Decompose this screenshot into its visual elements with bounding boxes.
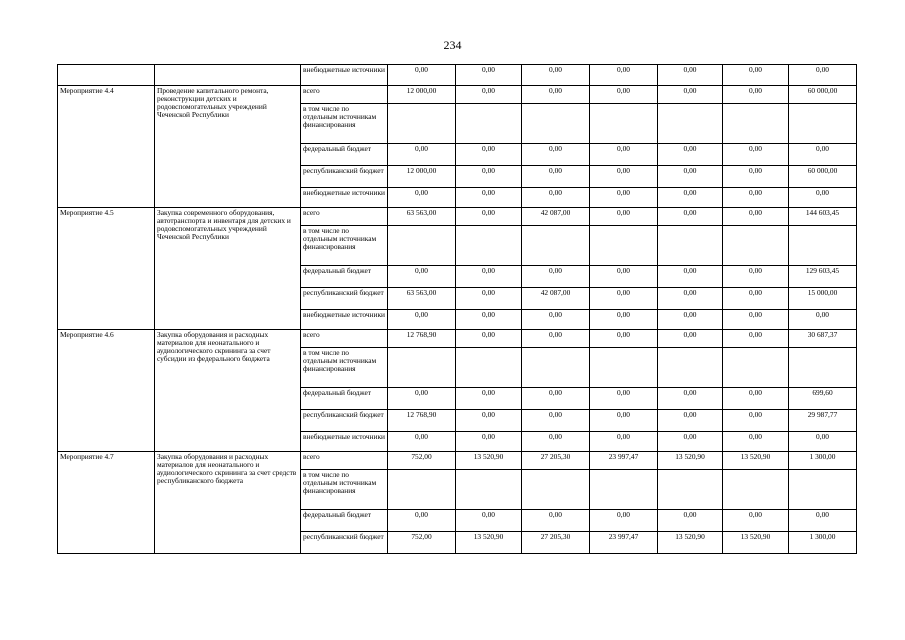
table-row (58, 452, 857, 470)
empty-cell (522, 104, 590, 144)
value-cell: 0,00 (658, 330, 723, 348)
value-cell: 0,00 (388, 266, 456, 288)
empty-cell (522, 226, 590, 266)
value-cell: 0,00 (658, 188, 723, 208)
value-cell: 0,00 (723, 432, 789, 452)
table-row (58, 86, 857, 104)
empty-cell (456, 226, 522, 266)
source-label: всего (301, 452, 388, 470)
source-label: в том числе по отдельным источникам финансирования (301, 226, 388, 266)
value-cell: 23 997,47 (590, 452, 658, 470)
value-cell: 0,00 (456, 310, 522, 330)
empty-cell (388, 104, 456, 144)
value-cell: 0,00 (789, 65, 857, 86)
value-cell: 0,00 (723, 266, 789, 288)
value-cell: 0,00 (456, 432, 522, 452)
value-cell: 0,00 (456, 288, 522, 310)
value-cell: 0,00 (590, 432, 658, 452)
source-label: всего (301, 86, 388, 104)
source-label: в том числе по отдельным источникам финансирования (301, 104, 388, 144)
value-cell: 13 520,90 (658, 532, 723, 554)
value-cell: 0,00 (388, 65, 456, 86)
empty-cell (658, 470, 723, 510)
source-label: федеральный бюджет (301, 266, 388, 288)
value-cell: 0,00 (658, 388, 723, 410)
value-cell: 0,00 (723, 65, 789, 86)
event-code: Мероприятие 4.5 (58, 208, 155, 330)
value-cell: 60 000,00 (789, 166, 857, 188)
value-cell: 0,00 (456, 410, 522, 432)
empty-cell (723, 470, 789, 510)
value-cell: 0,00 (658, 86, 723, 104)
value-cell: 0,00 (789, 510, 857, 532)
page-number: 234 (443, 38, 462, 52)
empty-cell (658, 226, 723, 266)
table-row (58, 208, 857, 226)
value-cell: 30 687,37 (789, 330, 857, 348)
value-cell: 0,00 (789, 310, 857, 330)
value-cell: 13 520,90 (658, 452, 723, 470)
source-label: федеральный бюджет (301, 388, 388, 410)
event-code: Мероприятие 4.4 (58, 86, 155, 208)
value-cell: 0,00 (388, 388, 456, 410)
value-cell: 0,00 (590, 144, 658, 166)
event-name-cell (155, 65, 301, 86)
event-name: Закупка оборудования и расходных материалов для неонатального и аудиологического скрининга за счет средств республиканского бюджета (155, 452, 301, 554)
value-cell: 63 563,00 (388, 208, 456, 226)
value-cell: 0,00 (590, 208, 658, 226)
value-cell: 0,00 (590, 510, 658, 532)
value-cell: 0,00 (590, 166, 658, 188)
empty-cell (789, 226, 857, 266)
empty-cell (658, 348, 723, 388)
value-cell: 0,00 (590, 65, 658, 86)
value-cell: 0,00 (522, 510, 590, 532)
value-cell: 0,00 (388, 310, 456, 330)
value-cell: 144 603,45 (789, 208, 857, 226)
value-cell: 12 768,90 (388, 410, 456, 432)
value-cell: 0,00 (723, 510, 789, 532)
value-cell: 0,00 (723, 288, 789, 310)
value-cell: 60 000,00 (789, 86, 857, 104)
empty-cell (789, 104, 857, 144)
value-cell: 0,00 (789, 432, 857, 452)
value-cell: 0,00 (723, 330, 789, 348)
source-label: всего (301, 208, 388, 226)
value-cell: 13 520,90 (456, 452, 522, 470)
value-cell: 42 087,00 (522, 288, 590, 310)
empty-cell (723, 226, 789, 266)
value-cell: 0,00 (723, 310, 789, 330)
empty-cell (388, 226, 456, 266)
value-cell: 0,00 (522, 65, 590, 86)
value-cell: 0,00 (590, 330, 658, 348)
value-cell: 23 997,47 (590, 532, 658, 554)
value-cell: 42 087,00 (522, 208, 590, 226)
source-label: республиканский бюджет (301, 166, 388, 188)
value-cell: 0,00 (522, 188, 590, 208)
source-label: республиканский бюджет (301, 532, 388, 554)
value-cell: 0,00 (388, 188, 456, 208)
value-cell: 0,00 (456, 144, 522, 166)
value-cell: 0,00 (658, 65, 723, 86)
value-cell: 0,00 (456, 188, 522, 208)
value-cell: 13 520,90 (723, 532, 789, 554)
value-cell: 63 563,00 (388, 288, 456, 310)
event-code: Мероприятие 4.6 (58, 330, 155, 452)
empty-cell (590, 470, 658, 510)
value-cell: 0,00 (590, 86, 658, 104)
value-cell: 0,00 (723, 208, 789, 226)
value-cell: 0,00 (522, 166, 590, 188)
value-cell: 0,00 (658, 310, 723, 330)
value-cell: 0,00 (789, 188, 857, 208)
source-label: федеральный бюджет (301, 510, 388, 532)
empty-cell (388, 470, 456, 510)
value-cell: 0,00 (522, 410, 590, 432)
value-cell: 0,00 (590, 188, 658, 208)
value-cell: 0,00 (658, 288, 723, 310)
source-label: в том числе по отдельным источникам финансирования (301, 470, 388, 510)
value-cell: 27 205,30 (522, 452, 590, 470)
value-cell: 0,00 (658, 266, 723, 288)
value-cell: 0,00 (590, 388, 658, 410)
source-label: всего (301, 330, 388, 348)
value-cell: 0,00 (658, 208, 723, 226)
empty-cell (590, 104, 658, 144)
value-cell: 0,00 (590, 310, 658, 330)
event-code-cell (58, 65, 155, 86)
value-cell: 12 000,00 (388, 86, 456, 104)
value-cell: 0,00 (723, 86, 789, 104)
empty-cell (658, 104, 723, 144)
empty-cell (723, 104, 789, 144)
event-name: Закупка современного оборудования, автотранспорта и инвентаря для детских и родовспомогательных учреждений Чеченской Республики (155, 208, 301, 330)
value-cell: 1 300,00 (789, 532, 857, 554)
value-cell: 0,00 (658, 166, 723, 188)
table-body (58, 65, 857, 554)
value-cell: 12 000,00 (388, 166, 456, 188)
event-name: Закупка оборудования и расходных материалов для неонатального и аудиологического скрининга за счет субсидии из федерального бюджета (155, 330, 301, 452)
empty-cell (723, 348, 789, 388)
value-cell: 0,00 (522, 266, 590, 288)
value-cell: 0,00 (522, 388, 590, 410)
value-cell: 0,00 (789, 144, 857, 166)
value-cell: 0,00 (522, 310, 590, 330)
value-cell: 0,00 (456, 266, 522, 288)
empty-cell (456, 348, 522, 388)
empty-cell (388, 348, 456, 388)
empty-cell (590, 348, 658, 388)
value-cell: 0,00 (590, 266, 658, 288)
value-cell: 0,00 (522, 330, 590, 348)
source-label: республиканский бюджет (301, 410, 388, 432)
value-cell: 13 520,90 (723, 452, 789, 470)
value-cell: 0,00 (590, 288, 658, 310)
value-cell: 0,00 (658, 510, 723, 532)
value-cell: 0,00 (456, 86, 522, 104)
value-cell: 699,60 (789, 388, 857, 410)
value-cell: 0,00 (590, 410, 658, 432)
value-cell: 1 300,00 (789, 452, 857, 470)
value-cell: 0,00 (723, 144, 789, 166)
table-row (58, 330, 857, 348)
value-cell: 0,00 (723, 388, 789, 410)
value-cell: 0,00 (388, 144, 456, 166)
value-cell: 0,00 (522, 86, 590, 104)
value-cell: 0,00 (388, 510, 456, 532)
value-cell: 0,00 (388, 432, 456, 452)
empty-cell (789, 348, 857, 388)
source-label: в том числе по отдельным источникам финансирования (301, 348, 388, 388)
source-label: внебюджетные источники (301, 65, 388, 86)
value-cell: 0,00 (456, 208, 522, 226)
value-cell: 12 768,90 (388, 330, 456, 348)
value-cell: 0,00 (658, 432, 723, 452)
source-label: внебюджетные источники (301, 188, 388, 208)
value-cell: 0,00 (456, 330, 522, 348)
empty-cell (522, 470, 590, 510)
event-code: Мероприятие 4.7 (58, 452, 155, 554)
budget-table (57, 64, 857, 554)
value-cell: 0,00 (723, 410, 789, 432)
table-row (58, 65, 857, 86)
value-cell: 29 987,77 (789, 410, 857, 432)
value-cell: 0,00 (658, 144, 723, 166)
value-cell: 129 603,45 (789, 266, 857, 288)
value-cell: 752,00 (388, 532, 456, 554)
source-label: внебюджетные источники (301, 432, 388, 452)
empty-cell (456, 470, 522, 510)
event-name: Проведение капитального ремонта, реконструкции детских и родовспомогательных учреждений Чеченской Республики (155, 86, 301, 208)
empty-cell (456, 104, 522, 144)
value-cell: 15 000,00 (789, 288, 857, 310)
value-cell: 752,00 (388, 452, 456, 470)
value-cell: 0,00 (522, 144, 590, 166)
empty-cell (789, 470, 857, 510)
value-cell: 13 520,90 (456, 532, 522, 554)
value-cell: 0,00 (522, 432, 590, 452)
source-label: внебюджетные источники (301, 310, 388, 330)
value-cell: 0,00 (456, 388, 522, 410)
source-label: республиканский бюджет (301, 288, 388, 310)
value-cell: 27 205,30 (522, 532, 590, 554)
value-cell: 0,00 (723, 188, 789, 208)
value-cell: 0,00 (456, 65, 522, 86)
value-cell: 0,00 (723, 166, 789, 188)
empty-cell (590, 226, 658, 266)
value-cell: 0,00 (456, 510, 522, 532)
value-cell: 0,00 (658, 410, 723, 432)
source-label: федеральный бюджет (301, 144, 388, 166)
value-cell: 0,00 (456, 166, 522, 188)
empty-cell (522, 348, 590, 388)
